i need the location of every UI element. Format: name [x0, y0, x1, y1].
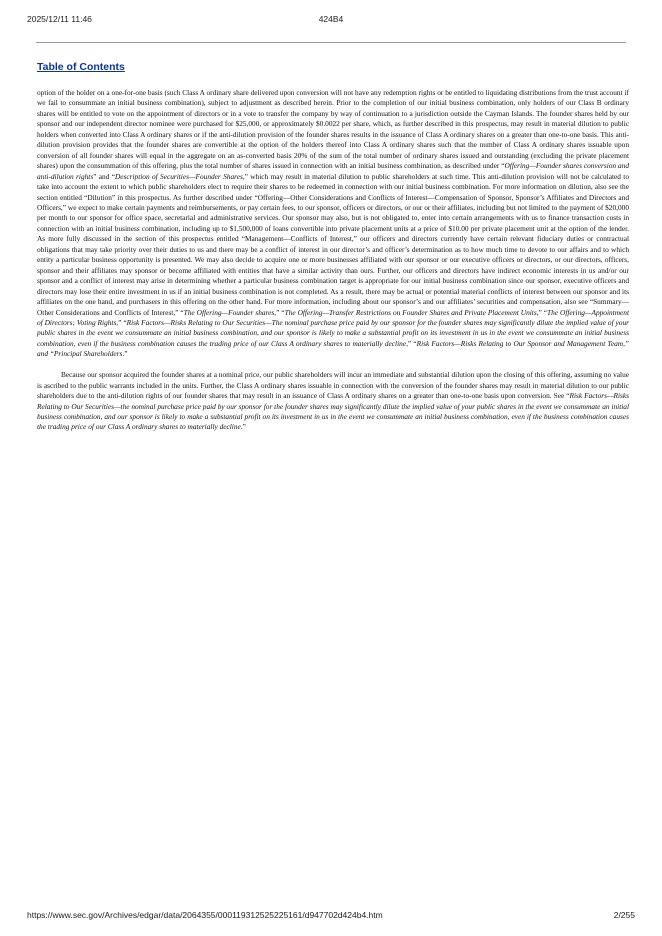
italic-reference: Offering—Founder shares conversion and anti-dilution rights: [37, 161, 629, 181]
page-number: 2/255: [613, 910, 635, 920]
text-run: ” which may result in material dilution to public shareholders at such time. This anti-dilution provision will not be calculated to take into account the extent to which public shareholders elect to require their shares to be redeemed in connection with our initial business combination. For more information on dilution, also see the section entitled “Dilution” in this prospectus. As further described under “Offering—Other Considerations and Conflicts of Interest—Compensation of Sponsor, Sponsor’s Affiliates and Directors and Officers,” we expect to make certain payments and reimbursements, or pay certain fees, to our sponsor, officers or directors, or our or their affiliates, including but not limited to the payment of $20,000 per month to our sponsor for office space, secretarial and administrative services. Our sponsor may also, but is not obligated to, enter into certain arrangements with us to finance transaction costs in connection with an initial business combination, including up to $1,500,000 of loans convertible into private placement units at a price of $10.00 per private placement unit at the option of the lender. As more fully discussed in the section of this prospectus entitled “Management—Conflicts of Interest,” our officers and directors currently have certain relevant fiduciary duties or contractual obligations that may take priority over their duties to us and there may be a conflict of interest in our director’s and officer’s determination as to how much time to devote to our affairs and to which entity a particular business opportunity is presented. We may also decide to acquire one or more businesses affiliated with our sponsor or our executive officers or directors, or our directors, officers, sponsor and their affiliates may sponsor or become affiliated with entities that have a similar activity than ours. Further, our officers and directors have indirect economic interests in us and/or our sponsor and a conflict of interest may arise in determining whether a particular business combination target is appropriate for our initial business combination since our sponsor, executive officers and directors may lose their entire investment in us if an initial business combination is not completed. As a result, there may be actual or potential material conflicts of interest between our sponsor and its affiliates on the one hand, and purchasers in this offering on the other hand. For more information, including about our sponsor’s and our affiliates’ securities and compensation, also see “Summary—Other Considerations and Conflicts of Interest,” “: [37, 171, 629, 317]
print-date: 2025/12/11 11:46: [27, 14, 92, 24]
text-run: ” “: [407, 338, 417, 348]
italic-reference: Risk Factors—Risks Relating to Our Sponsor and Management Team,” and “Principal Shareholders: [37, 338, 629, 359]
italic-reference: Risk Factors—Risks Relating to Our Securities—the nominal purchase price paid by our sponsor for the founder shares may significantly dilute the implied value of your public shares in the event we consummate an initial business combination, and our sponsor is likely to make a substantial profit on its investment in us in the event we consummate an initial business combination, even if the business combination causes the trading price of our Class A ordinary shares to materially decline: [37, 391, 630, 432]
text-run: ” and “: [93, 171, 115, 181]
text-run: Because our sponsor acquired the founder shares at a nominal price, our public shareholders will incur an immediate and substantial dilution upon the closing of this offering, assuming no value is ascribed to the public warrants included in the units. Further, the Class A ordinary shares issuable in connection with the conversion of the founder shares may result in material dilution to our public shareholders due to the anti-dilution rights of our founder shares that may result in an issuance of Class A ordinary shares on a greater than one-to-one basis upon conversion. See “: [37, 370, 629, 401]
print-title: 424B4: [318, 14, 344, 24]
italic-reference: Description of Securities—Founder Shares,: [114, 171, 245, 181]
table-of-contents-link[interactable]: Table of Contents: [37, 61, 125, 73]
source-url: https://www.sec.gov/Archives/edgar/data/2064355/000119312525225161/d947702d424b4.htm: [27, 910, 383, 920]
paragraph-dilution: [37, 370, 629, 433]
print-footer: [27, 910, 635, 924]
italic-reference: The Offering—Transfer Restrictions on Founder Shares and Private Placement Units,: [284, 307, 539, 317]
text-run: option of the holder on a one-for-one basis (such Class A ordinary share delivered upon conversion will not have any redemption rights or be entitled to liquidating distributions from the trust account if we fail to consummate an initial business combination), subject to adjustment as described herein. Prior to the completion of our initial business combination, only holders of our Class B ordinary shares will be entitled to vote on the appointment of directors or in a vote to transfer the company by way of continuation to a jurisdiction outside the Cayman Islands. The founder shares held by our sponsor and our independent director nominee were purchased for $25,000, or approximately $0.0022 per share, which, as further described in this prospectus, may result in material dilution to public holders when converted into Class A ordinary shares or if the anti-dilution provision of the founder shares results in the issuance of Class A ordinary shares on a greater than one-to-one basis. This anti-dilution provision provides that the founder shares are convertible at the option of the holders thereof into Class A ordinary shares such that the number of Class A ordinary shares issuable upon conversion of all founder shares will equal in the aggregate on an as-converted basis 20% of the sum of the total number of ordinary shares issued and outstanding (excluding the private placement shares) upon the consummation of this offering, plus the total number of shares issued in connection with an initial business combination, as described under “: [37, 88, 629, 171]
italic-reference: Risk Factors—Risks Relating to Our Securities—The nominal purchase price paid by our sponsor for the founder shares may significantly dilute the implied value of your public shares in the event we consummate an initial business combination, and our sponsor is likely to make a substantial profit on its investment in us in the event we consummate an initial business combination, even if the business combination causes the trading price of our Class A ordinary shares to materially decline,: [37, 317, 629, 348]
text-run: ” “: [538, 307, 548, 317]
text-run: ” “: [118, 317, 127, 327]
paragraph-founder-shares: [37, 88, 629, 360]
header-divider: [36, 42, 626, 43]
italic-reference: The Offering—Founder shares,: [183, 307, 277, 317]
document-body: [37, 88, 629, 433]
text-run: .”: [122, 349, 128, 359]
text-run: ” “: [276, 307, 285, 317]
print-header: [27, 14, 635, 28]
italic-reference: The Offering—Appointment of Directors; Voting Rights,: [37, 307, 629, 327]
text-run: .”: [240, 422, 246, 432]
